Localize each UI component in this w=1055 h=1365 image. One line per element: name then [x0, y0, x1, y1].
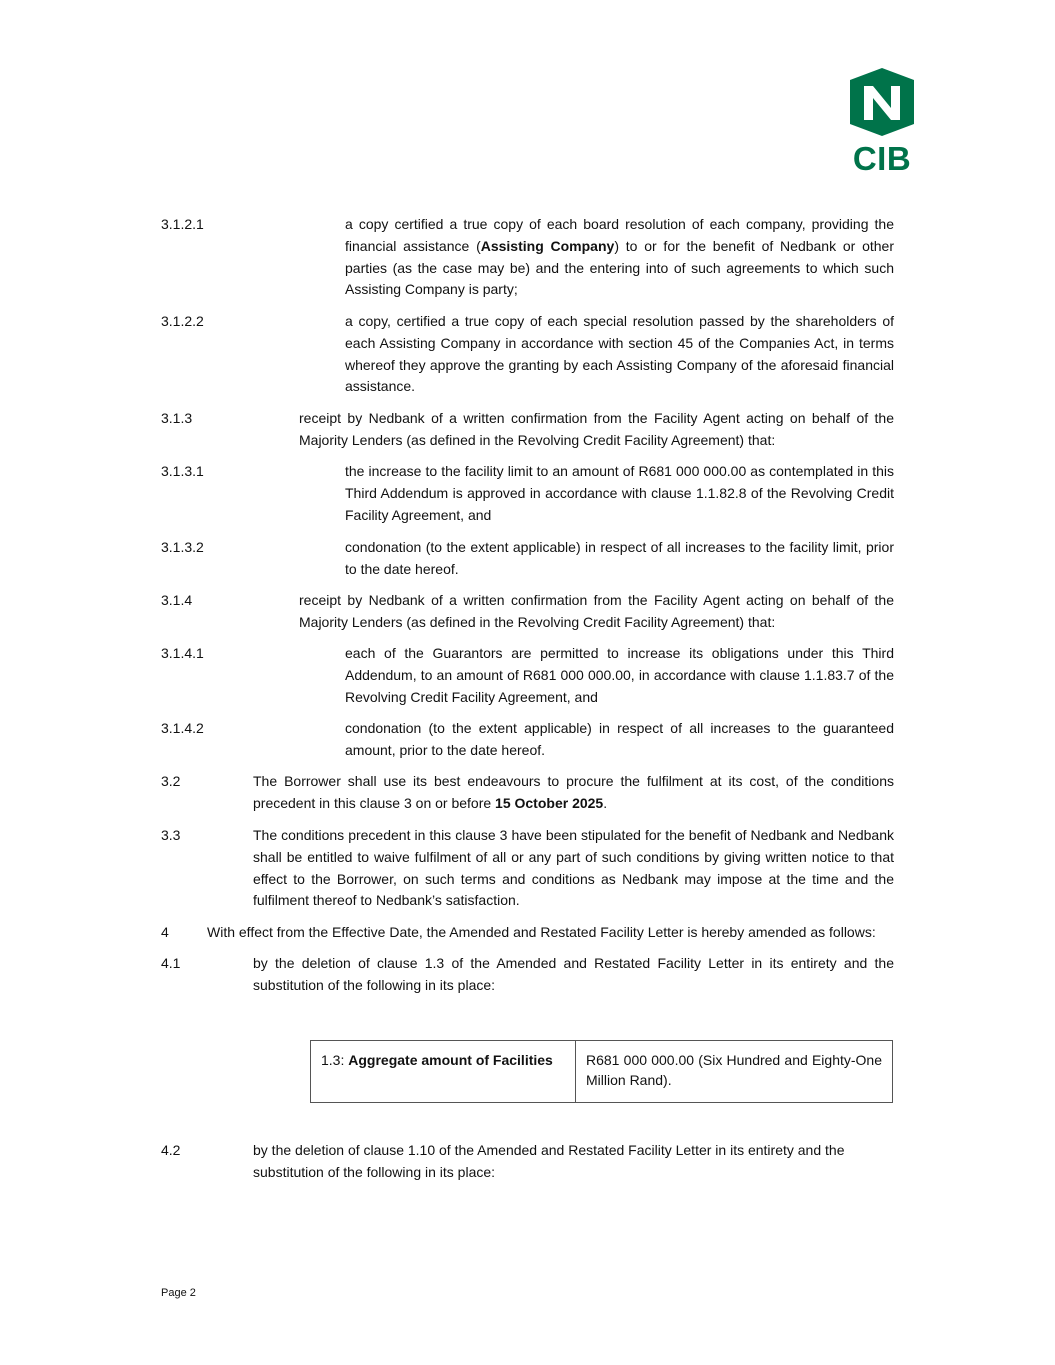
clause-text: by the deletion of clause 1.3 of the Amended and Restated Facility Letter in its entirety and the substitution of the following in its place:: [253, 955, 894, 993]
clause-3-3: [161, 825, 894, 912]
clause-number: 3.1.2.2: [161, 313, 204, 329]
clause-number: 3.1.3.1: [161, 463, 204, 479]
clause-3-1-4: [161, 590, 894, 634]
replacement-clause-table: [310, 1040, 893, 1103]
clause-text: the increase to the facility limit to an amount of R681 000 000.00 as contemplated in this Third Addendum is approved in accordance with clause 1.1.82.8 of the Revolving Credit Facility Agreement, and: [345, 463, 894, 523]
clause-3-1-3-2: [161, 537, 894, 581]
page-number: Page 2: [161, 1287, 196, 1299]
clause-text: each of the Guarantors are permitted to increase its obligations under this Third Addendum, to an amount of R681 000 000.00, in accordance with clause 1.1.83.7 of the Revolving Credit Facility Agreement, and: [345, 645, 894, 705]
clause-text: a copy certified a true copy of each board resolution of each company, providing the financial assistance (Assisting Company) to or for the benefit of Nedbank or other parties (as the case may be) and the entering into of such agreements to which such Assisting Company is party;: [345, 216, 894, 298]
clause-text: receipt by Nedbank of a written confirmation from the Facility Agent acting on behalf of the Majority Lenders (as defined in the Revolving Credit Facility Agreement) that:: [299, 592, 894, 630]
clause-text: condonation (to the extent applicable) in respect of all increases to the facility limit, prior to the date hereof.: [345, 539, 894, 577]
clause-number: 3.1.3.2: [161, 539, 204, 555]
clause-3-1-3-1: [161, 461, 894, 526]
clause-3-2: [161, 771, 894, 815]
clause-text: condonation (to the extent applicable) in respect of all increases to the guaranteed amount, prior to the date hereof.: [345, 720, 894, 758]
clause-text: The Borrower shall use its best endeavours to procure the fulfilment at its cost, of the conditions precedent in this clause 3 on or before 15 October 2025.: [253, 773, 894, 811]
clause-number: 3.1.4.2: [161, 720, 204, 736]
clause-3-1-2-2: [161, 311, 894, 398]
clause-text: by the deletion of clause 1.10 of the Amended and Restated Facility Letter in its entirety and the substitution of the following in its place:: [253, 1142, 845, 1180]
table-cell-label: 1.3: Aggregate amount of Facilities: [311, 1041, 576, 1103]
clause-text: receipt by Nedbank of a written confirmation from the Facility Agent acting on behalf of the Majority Lenders (as defined in the Revolving Credit Facility Agreement) that:: [299, 410, 894, 448]
clause-number: 3.1.2.1: [161, 216, 204, 232]
deadline-date: 15 October 2025: [495, 794, 604, 811]
clause-number: 3.1.3: [161, 410, 193, 426]
clause-3-1-4-2: [161, 718, 894, 762]
defined-term: Assisting Company: [480, 237, 615, 254]
nedbank-n-icon: [846, 68, 918, 136]
facility-term: Aggregate amount of Facilities: [348, 1052, 553, 1068]
clause-4-1: [161, 953, 894, 997]
clause-3-1-4-1: [161, 643, 894, 708]
clause-3-1-3: [161, 408, 894, 452]
clause-3-1-2-1: [161, 214, 894, 301]
nedbank-cib-logo: [846, 68, 918, 175]
clause-number: 3.2: [161, 773, 181, 789]
clause-number: 3.1.4: [161, 592, 193, 608]
table-row: [311, 1041, 893, 1103]
clause-4: [161, 922, 894, 944]
clause-number: 4.2: [161, 1142, 181, 1158]
logo-text: CIB: [852, 140, 912, 177]
table-cell-value: R681 000 000.00 (Six Hundred and Eighty-One Million Rand).: [576, 1041, 893, 1103]
clause-text: a copy, certified a true copy of each special resolution passed by the shareholders of each Assisting Company in accordance with section 45 of the Companies Act, in terms whereof they approve the granting by each Assisting Company of the aforesaid financial assistance.: [345, 313, 894, 395]
clause-number: 4.1: [161, 955, 181, 971]
clause-number: 4: [161, 924, 169, 940]
clause-number: 3.3: [161, 827, 181, 843]
clause-4-2: [161, 1140, 894, 1184]
clause-number: 3.1.4.1: [161, 645, 204, 661]
clause-text: With effect from the Effective Date, the Amended and Restated Facility Letter is hereby amended as follows:: [207, 924, 876, 940]
clause-text: The conditions precedent in this clause 3 have been stipulated for the benefit of Nedbank and Nedbank shall be entitled to waive fulfilment of all or any part of such conditions by giving written notice to that effect to the Borrower, on such terms and conditions as Nedbank may impose at the time and the fulfilment thereof to Nedbank’s satisfaction.: [253, 827, 894, 909]
